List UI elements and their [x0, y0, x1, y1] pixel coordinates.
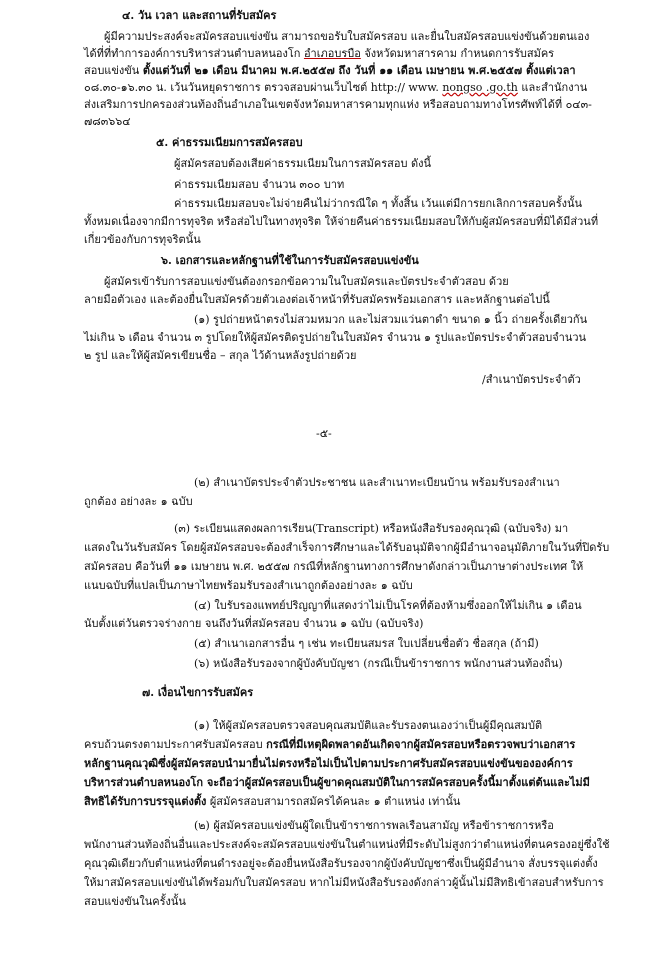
- section-7-item-line: คุณวุฒิเดียวกับตำแหน่งที่ตนดำรงอยู่จะต้องยื่นหนังสือรับรองจากผู้บังคับบัญชาซึ่งเป็นผู้มีอำนาจ สั่งบรรจุแต่งตั้ง: [84, 857, 598, 870]
- section-6-item-line: แนบฉบับที่แปลเป็นภาษาไทยพร้อมรับรองสำเนาถูกต้องอย่างละ ๑ ฉบับ: [84, 579, 413, 592]
- section-6-heading: ๖. เอกสารและหลักฐานที่ใช้ในการรับสมัครสอบแข่งขัน: [161, 254, 419, 267]
- section-4-paragraph-line: ส่งเสริมการปกครองส่วนท้องถิ่นอำเภอในเขตจังหวัดมหาสารคามทุกแห่ง หรือสอบถามทางโทรศัพท์ได้ที่ ๐๔๓-: [84, 98, 592, 111]
- application-period: ตั้งแต่วันที่ ๒๑ เดือน มีนาคม พ.ศ.๒๕๕๗ ถึง วันที่ ๑๑ เดือน เมษายน พ.ศ.๒๕๕๗ ตั้งแต่เวลา: [142, 64, 576, 77]
- district-name: อำเภอบรบือ: [303, 47, 361, 60]
- section-7-item-line: ให้มาสมัครสอบแข่งขันได้พร้อมกับใบสมัครสอบ หากไม่มีหนังสือรับรองดังกล่าวผู้นั้นไม่มีสิทธิเข้าสอบสำหรับการ: [84, 876, 604, 889]
- section-6-item-line: (๓) ระเบียนแสดงผลการเรียน(Transcript) หรือหนังสือรับรองคุณวุฒิ (ฉบับจริง) มา: [174, 522, 569, 535]
- section-6-item-line: แสดงในวันรับสมัคร โดยผู้สมัครสอบจะต้องสำเร็จการศึกษาและได้รับอนุมัติจากผู้มีอำนาจอนุมัติภายในวันที่ปิดรับ: [84, 541, 610, 554]
- section-6-paragraph-line: ลายมือตัวเอง และต้องยื่นใบสมัครด้วยตัวเองต่อเจ้าหน้าที่รับสมัครพร้อมเอกสาร และหลักฐานต่อไปนี้: [84, 293, 550, 306]
- section-7-item-line: สิทธิได้รับการบรรจุแต่งตั้ง ผู้สมัครสอบสามารถสมัครได้คนละ ๑ ตำแหน่ง เท่านั้น: [84, 795, 461, 808]
- section-4-heading: ๔. วัน เวลา และสถานที่รับสมัคร: [122, 9, 277, 22]
- section-4-paragraph-line: สอบแข่งขัน ตั้งแต่วันที่ ๒๑ เดือน มีนาคม พ.ศ.๒๕๕๗ ถึง วันที่ ๑๑ เดือน เมษายน พ.ศ.๒๕๕๗ ตั้งแต่เวลา: [84, 64, 576, 77]
- section-7-item-line: (๑) ให้ผู้สมัครสอบตรวจสอบคุณสมบัติและรับรองตนเองว่าเป็นผู้มีคุณสมบัติ: [194, 719, 543, 732]
- section-4-paragraph-line: ได้ที่ที่ทำการองค์การบริหารส่วนตำบลหนองโก อำเภอบรบือ จังหวัดมหาสารคาม กำหนดการรับสมัคร: [84, 47, 555, 60]
- section-6-item-line: ไม่เกิน ๖ เดือน จำนวน ๓ รูปโดยให้ผู้สมัครติดรูปถ่ายในใบสมัคร จำนวน ๑ รูปและบัตรประจำตัวสอบจำนวน: [84, 331, 587, 344]
- section-4-paragraph-line: ๐๘.๓๐-๑๖.๓๐ น. เว้นวันหยุดราชการ ตรวจสอบผ่านเว็บไซต์ http:// www. nongso .go.th และสำนักงาน: [84, 81, 588, 94]
- section-7-item-line: สอบแข่งขันในครั้งนั้น: [84, 895, 186, 908]
- section-5-fee: ค่าธรรมเนียมสอบ จำนวน ๓๐๐ บาท: [174, 178, 345, 191]
- section-5-heading: ๕. ค่าธรรมเนียมการสมัครสอบ: [156, 136, 303, 149]
- section-7-item-line: (๒) ผู้สมัครสอบแข่งขันผู้ใดเป็นข้าราชการพลเรือนสามัญ หรือข้าราชการหรือ: [194, 819, 554, 832]
- section-4-paragraph-line: ผู้มีความประสงค์จะสมัครสอบแข่งขัน สามารถขอรับใบสมัครสอบ และยื่นใบสมัครสอบแข่งขันด้วยตนเอง: [104, 30, 590, 43]
- section-6-item-line: ถูกต้อง อย่างละ ๑ ฉบับ: [84, 495, 193, 508]
- section-7-heading: ๗. เงื่อนไขการรับสมัคร: [142, 686, 254, 699]
- section-7-item-line: พนักงานส่วนท้องถิ่นอื่นและประสงค์จะสมัครสอบแข่งขันในตำแหน่งที่มีระดับไม่สูงกว่าตำแหน่งที่ตนครองอยู่ซึ่งใช้: [84, 838, 610, 851]
- page-number: -๕-: [316, 427, 332, 440]
- section-6-item-line: ๒ รูป และให้ผู้สมัครเขียนชื่อ – สกุล ไว้ด้านหลังรูปถ่ายด้วย: [84, 349, 357, 362]
- continued-marker: /สำเนาบัตรประจำตัว: [482, 373, 581, 386]
- section-7-item-line: ครบถ้วนตรงตามประกาศรับสมัครสอบ กรณีที่มีเหตุผิดพลาดอันเกิดจากผู้สมัครสอบหรือตรวจพบว่าเอกสาร: [84, 738, 576, 751]
- section-7-item-line: หลักฐานคุณวุฒิซึ่งผู้สมัครสอบนำมายื่นไม่ตรงหรือไม่เป็นไปตามประกาศรับสมัครสอบแข่งขันขององค์การ: [84, 757, 573, 770]
- section-6-item-line: (๖) หนังสือรับรองจากผู้บังคับบัญชา (กรณีเป็นข้าราชการ พนักงานส่วนท้องถิ่น): [194, 657, 563, 670]
- section-6-item-line: (๔) ใบรับรองแพทย์ปริญญาที่แสดงว่าไม่เป็นโรคที่ต้องห้ามซึ่งออกให้ไม่เกิน ๑ เดือน: [194, 599, 582, 612]
- section-6-item-line: (๑) รูปถ่ายหน้าตรงไม่สวมหมวก และไม่สวมแว่นตาดำ ขนาด ๑ นิ้ว ถ่ายครั้งเดียวกัน: [194, 313, 588, 326]
- website-link[interactable]: nongso .go.th: [442, 81, 518, 94]
- section-4-phone-number: ๗๘๓๖๖๔: [84, 115, 131, 128]
- section-5-paragraph-line: เกี่ยวข้องกับการทุจริตนั้น: [84, 233, 201, 246]
- section-6-item-line: (๕) สำเนาเอกสารอื่น ๆ เช่น ทะเบียนสมรส ใบเปลี่ยนชื่อตัว ชื่อสกุล (ถ้ามี): [194, 637, 539, 650]
- section-6-paragraph-line: ผู้สมัครเข้ารับการสอบแข่งขันต้องกรอกข้อความในใบสมัครและบัตรประจำตัวสอบ ด้วย: [104, 275, 509, 288]
- section-6-item-line: (๒) สำเนาบัตรประจำตัวประชาชน และสำเนาทะเบียนบ้าน พร้อมรับรองสำเนา: [194, 476, 560, 489]
- section-6-item-line: นับตั้งแต่วันตรวจร่างกาย จนถึงวันที่สมัครสอบ จำนวน ๑ ฉบับ (ฉบับจริง): [84, 617, 424, 630]
- section-5-paragraph-line: ผู้สมัครสอบต้องเสียค่าธรรมเนียมในการสมัครสอบ ดังนี้: [174, 157, 432, 170]
- section-7-item-line: บริหารส่วนตำบลหนองโก จะถือว่าผู้สมัครสอบเป็นผู้ขาดคุณสมบัติในการสมัครสอบครั้งนี้มาตั้งแต่ต้นและไม่มี: [84, 776, 590, 789]
- section-6-item-line: สมัครสอบ คือวันที่ ๑๑ เมษายน พ.ศ. ๒๕๕๗ กรณีที่หลักฐานทางการศึกษาดังกล่าวเป็นภาษาต่างประเทศ ให้: [84, 560, 584, 573]
- section-5-paragraph-line: ทั้งหมดเนื่องจากมีการทุจริต หรือส่อไปในทางทุจริต ให้จ่ายคืนค่าธรรมเนียมสอบให้กับผู้สมัครสอบที่มิได้มีส่วนที่: [84, 215, 599, 228]
- section-5-paragraph-line: ค่าธรรมเนียมสอบจะไม่จ่ายคืนไม่ว่ากรณีใด ๆ ทั้งสิ้น เว้นแต่มีการยกเลิกการสอบครั้งนั้น: [174, 197, 583, 210]
